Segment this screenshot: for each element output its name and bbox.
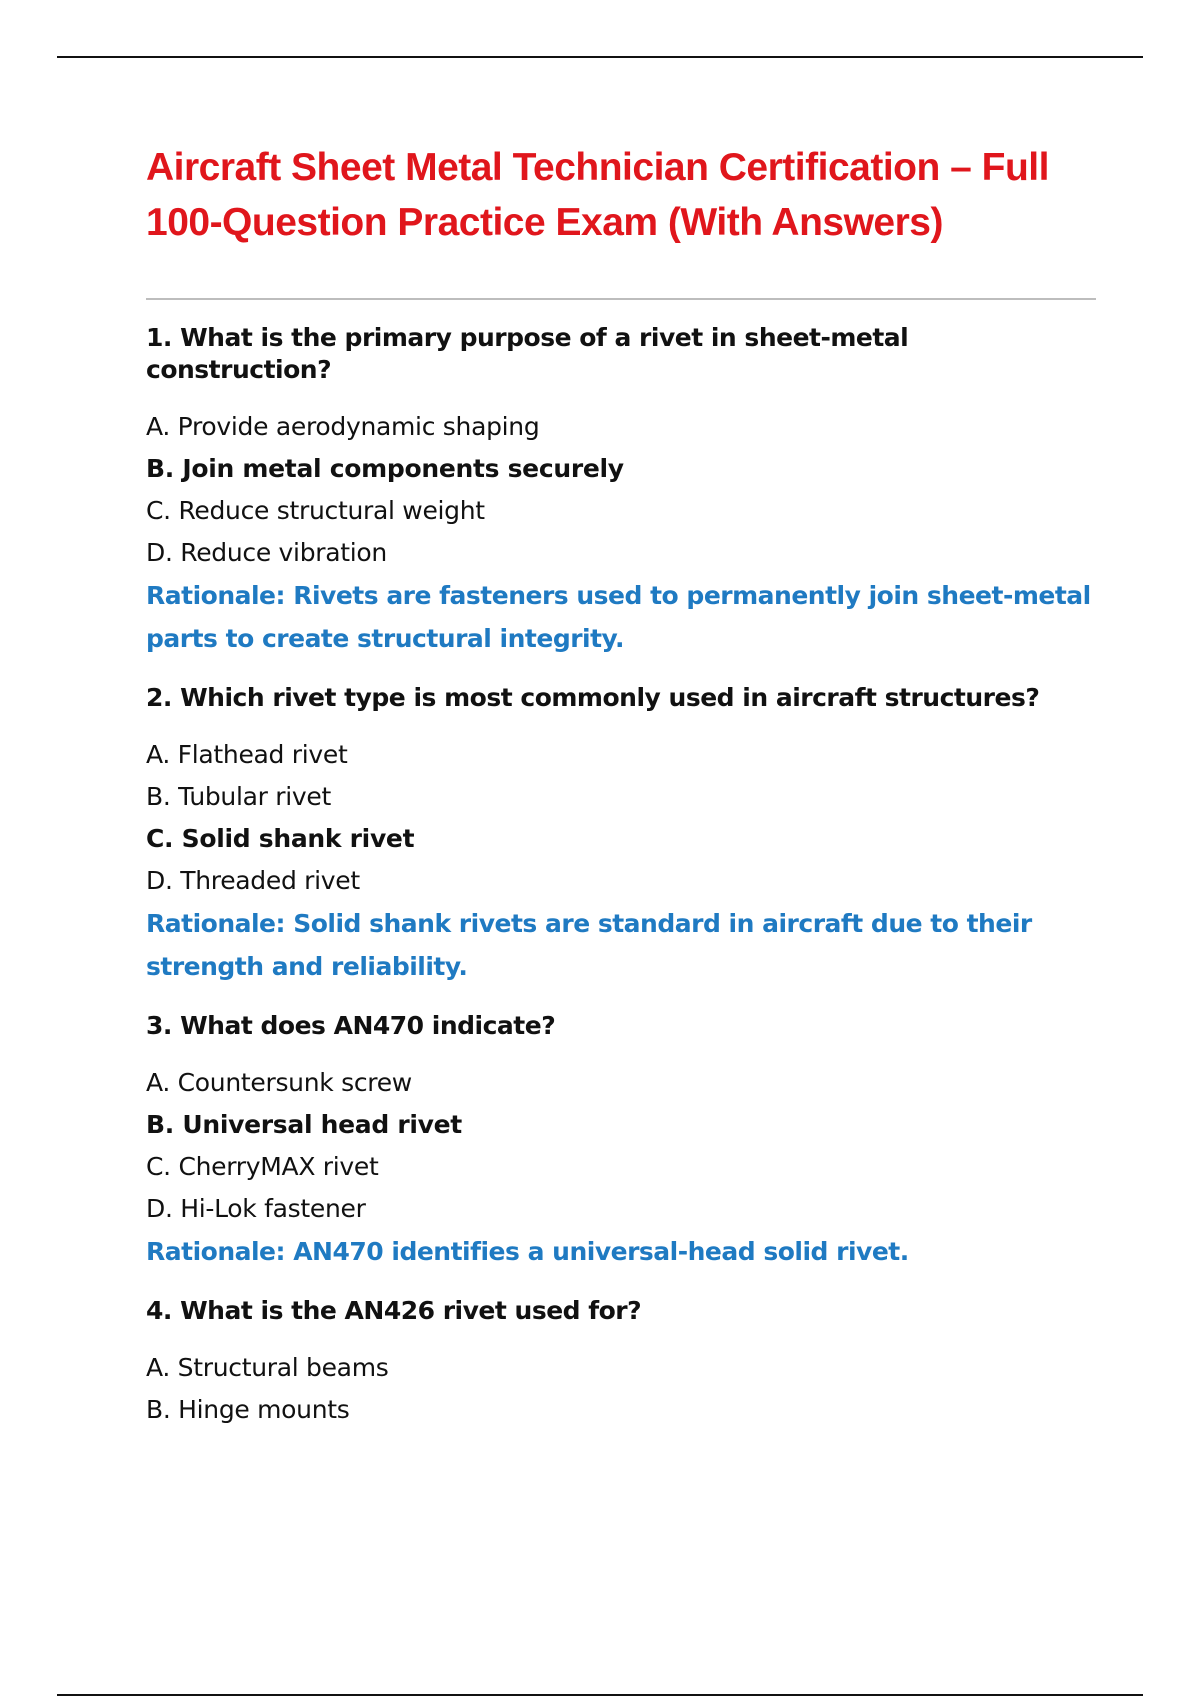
question-text: 3. What does AN470 indicate? <box>146 1011 556 1040</box>
page-bottom-rule <box>57 1694 1143 1696</box>
question-text: 2. Which rivet type is most commonly used in aircraft structures? <box>146 683 1040 712</box>
answer-option-c: C. CherryMAX rivet <box>146 1152 379 1181</box>
question-text: 4. What is the AN426 rivet used for? <box>146 1296 642 1325</box>
question-3 <box>146 1010 1096 1273</box>
answer-option-a: A. Countersunk screw <box>146 1068 412 1097</box>
answer-option-a: A. Flathead rivet <box>146 740 348 769</box>
question-2 <box>146 682 1096 988</box>
page-content <box>146 140 1096 1431</box>
rationale-text: Rationale: Rivets are fasteners used to permanently join sheet-metal parts to create structural integrity. <box>146 581 1091 653</box>
question-1 <box>146 322 1096 660</box>
answer-option-d: D. Hi-Lok fastener <box>146 1194 366 1223</box>
exam-title: Aircraft Sheet Metal Technician Certification – Full 100-Question Practice Exam (With Answers) <box>146 146 1049 244</box>
answer-option-c-correct: C. Solid shank rivet <box>146 824 415 853</box>
rationale-text: Rationale: AN470 identifies a universal-head solid rivet. <box>146 1237 909 1266</box>
answer-options <box>146 406 1096 574</box>
answer-options <box>146 1347 1096 1431</box>
answer-option-a: A. Structural beams <box>146 1353 389 1382</box>
question-text: 1. What is the primary purpose of a rivet in sheet-metal construction? <box>146 323 909 384</box>
answer-option-d: D. Reduce vibration <box>146 538 387 567</box>
answer-options <box>146 1062 1096 1230</box>
answer-option-b: B. Hinge mounts <box>146 1395 350 1424</box>
answer-option-b-correct: B. Join metal components securely <box>146 454 624 483</box>
rationale-text: Rationale: Solid shank rivets are standard in aircraft due to their strength and reliability. <box>146 909 1032 981</box>
answer-option-c: C. Reduce structural weight <box>146 496 485 525</box>
answer-option-b-correct: B. Universal head rivet <box>146 1110 462 1139</box>
answer-option-d: D. Threaded rivet <box>146 866 360 895</box>
answer-option-b: B. Tubular rivet <box>146 782 331 811</box>
title-divider <box>146 298 1096 300</box>
page-top-rule <box>57 56 1143 58</box>
answer-options <box>146 734 1096 902</box>
answer-option-a: A. Provide aerodynamic shaping <box>146 412 540 441</box>
question-4 <box>146 1295 1096 1431</box>
